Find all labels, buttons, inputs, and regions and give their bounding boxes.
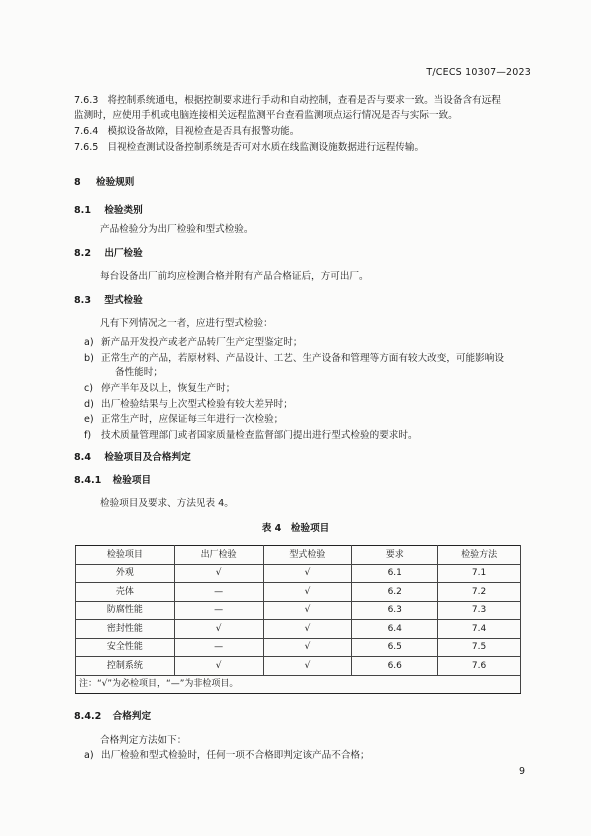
column-header: 检验方法 xyxy=(438,546,521,565)
clause-text: 目视检查测试设备控制系统是否可对水质在线监测设施数据进行远程传输。 xyxy=(107,142,425,153)
section-8-2-text: 每台设备出厂前均应检测合格并附有产品合格证后，方可出厂。 xyxy=(100,271,369,282)
table-cell: — xyxy=(174,601,263,620)
section-title: 检验项目 xyxy=(112,475,152,486)
table-note: 注：“√”为必检项目，“—”为非检项目。 xyxy=(76,675,521,694)
table-cell: 7.3 xyxy=(438,601,521,620)
section-8-4-heading xyxy=(74,452,191,465)
table-cell: 6.1 xyxy=(352,564,438,583)
table-header-row xyxy=(76,546,521,565)
list-item xyxy=(84,750,524,763)
clause-7-6-3 xyxy=(74,95,524,108)
section-title: 检验类别 xyxy=(104,205,143,216)
list-label: a) xyxy=(84,337,94,348)
clause-number: 7.6.5 xyxy=(74,142,99,153)
table-cell: 壳体 xyxy=(76,583,175,602)
table-cell: 防腐性能 xyxy=(76,601,175,620)
section-number: 8.2 xyxy=(74,248,91,259)
column-header: 检验项目 xyxy=(76,546,175,565)
list-item xyxy=(84,353,524,366)
list-item xyxy=(84,430,524,443)
table-row xyxy=(76,583,521,602)
section-8-2-heading xyxy=(74,248,143,261)
table-cell: 安全性能 xyxy=(76,638,175,657)
table-row xyxy=(76,564,521,583)
list-text: 出厂检验结果与上次型式检验有较大差异时； xyxy=(101,399,293,410)
section-number: 8 xyxy=(74,177,81,188)
section-number: 8.4.1 xyxy=(74,475,102,486)
section-number: 8.1 xyxy=(74,205,91,216)
clause-text: 模拟设备故障，目视检查是否具有报警功能。 xyxy=(107,126,300,137)
table-cell: 7.6 xyxy=(438,657,521,676)
table-cell: 7.4 xyxy=(438,620,521,639)
table-cell: 7.2 xyxy=(438,583,521,602)
table-row xyxy=(76,657,521,676)
list-label: d) xyxy=(84,399,94,410)
table-cell: √ xyxy=(263,638,352,657)
section-8-3-heading xyxy=(74,295,143,308)
table-row xyxy=(76,620,521,639)
table-cell: 6.5 xyxy=(352,638,438,657)
list-label: f) xyxy=(84,430,92,441)
list-item xyxy=(84,337,524,350)
table-cell: 6.3 xyxy=(352,601,438,620)
table-note-row xyxy=(76,675,521,694)
table-caption: 表 4 检验项目 xyxy=(261,523,330,534)
table-cell: √ xyxy=(174,620,263,639)
table-cell: 6.2 xyxy=(352,583,438,602)
table-cell: √ xyxy=(263,601,352,620)
list-text: 正常生产时，应保证每三年进行一次检验； xyxy=(101,414,284,425)
table-cell: √ xyxy=(263,583,352,602)
list-text: 停产半年及以上，恢复生产时； xyxy=(101,383,236,394)
list-text: 新产品开发投产或老产品转厂生产定型鉴定时； xyxy=(101,337,303,348)
column-header: 要求 xyxy=(352,546,438,565)
inspection-items-table xyxy=(75,545,521,694)
table-cell: 外观 xyxy=(76,564,175,583)
section-8-4-2-intro: 合格判定方法如下： xyxy=(100,735,187,746)
list-label: e) xyxy=(84,414,94,425)
table-cell: √ xyxy=(263,564,352,583)
table-cell: 密封性能 xyxy=(76,620,175,639)
clause-7-6-5 xyxy=(74,142,424,155)
section-8-3-intro: 凡有下列情况之一者，应进行型式检验： xyxy=(100,318,273,329)
table-cell: 6.4 xyxy=(352,620,438,639)
list-text: 正常生产的产品，若原材料、产品设计、工艺、生产设备和管理等方面有较大改变，可能影响设 xyxy=(101,353,504,364)
column-header: 型式检验 xyxy=(263,546,352,565)
section-8-1-text: 产品检验分为出厂检验和型式检验。 xyxy=(100,224,254,235)
section-8-1-heading xyxy=(74,205,143,218)
table-cell: — xyxy=(174,583,263,602)
standard-code-header: T/CECS 10307—2023 xyxy=(426,67,531,78)
clause-7-6-3-continuation: 监测时，应使用手机或电脑连接相关远程监测平台查看监测项点运行情况是否与实际一致。 xyxy=(74,110,458,121)
table-cell: √ xyxy=(174,657,263,676)
table-cell: 7.5 xyxy=(438,638,521,657)
section-8-4-2-heading xyxy=(74,711,151,724)
table-cell: — xyxy=(174,638,263,657)
list-item xyxy=(84,414,524,427)
list-item xyxy=(84,383,524,396)
list-label: b) xyxy=(84,353,94,364)
section-number: 8.4.2 xyxy=(74,711,102,722)
clause-number: 7.6.4 xyxy=(74,126,99,137)
table-cell: 7.1 xyxy=(438,564,521,583)
clause-number: 7.6.3 xyxy=(74,95,99,106)
list-text: 技术质量管理部门或者国家质量检查监督部门提出进行型式检验的要求时。 xyxy=(101,430,418,441)
section-title: 合格判定 xyxy=(112,711,152,722)
section-number: 8.3 xyxy=(74,295,91,306)
table-row xyxy=(76,601,521,620)
table-row xyxy=(76,638,521,657)
page-number: 9 xyxy=(518,766,525,777)
list-item-continuation: 备性能时； xyxy=(115,367,163,378)
section-title: 检验项目及合格判定 xyxy=(104,452,191,463)
list-label: a) xyxy=(84,750,94,761)
column-header: 出厂检验 xyxy=(174,546,263,565)
list-item xyxy=(84,399,524,412)
section-title: 检验规则 xyxy=(96,177,135,188)
clause-7-6-4 xyxy=(74,126,299,139)
table-cell: 控制系统 xyxy=(76,657,175,676)
table-cell: √ xyxy=(263,657,352,676)
section-8-4-1-heading xyxy=(74,475,151,488)
list-text: 出厂检验和型式检验时，任何一项不合格即判定该产品不合格； xyxy=(101,750,370,761)
clause-text: 将控制系统通电，根据控制要求进行手动和自动控制，查看是否与要求一致。当设备含有远程 xyxy=(107,95,501,106)
section-number: 8.4 xyxy=(74,452,91,463)
section-8-heading xyxy=(74,177,134,190)
table-cell: 6.6 xyxy=(352,657,438,676)
section-title: 型式检验 xyxy=(104,295,143,306)
table-cell: √ xyxy=(263,620,352,639)
section-title: 出厂检验 xyxy=(104,248,143,259)
table-cell: √ xyxy=(174,564,263,583)
section-8-4-1-text: 检验项目及要求、方法见表 4。 xyxy=(100,498,234,509)
list-label: c) xyxy=(84,383,94,394)
